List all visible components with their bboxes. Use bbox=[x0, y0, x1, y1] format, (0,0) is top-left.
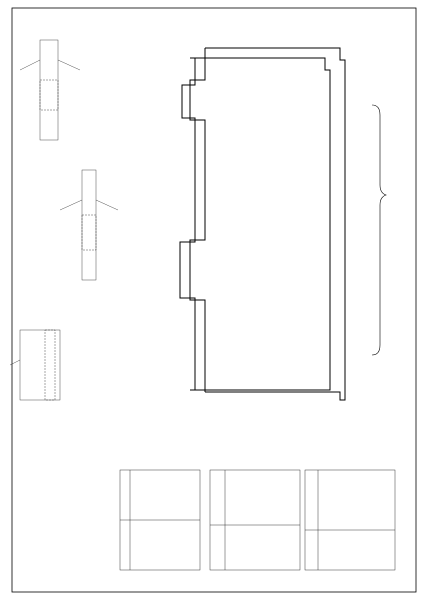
left-details bbox=[10, 40, 118, 400]
section-brace bbox=[372, 105, 386, 355]
wall-contour bbox=[180, 48, 345, 400]
sheet-frame bbox=[12, 8, 416, 592]
section-views bbox=[120, 470, 395, 570]
